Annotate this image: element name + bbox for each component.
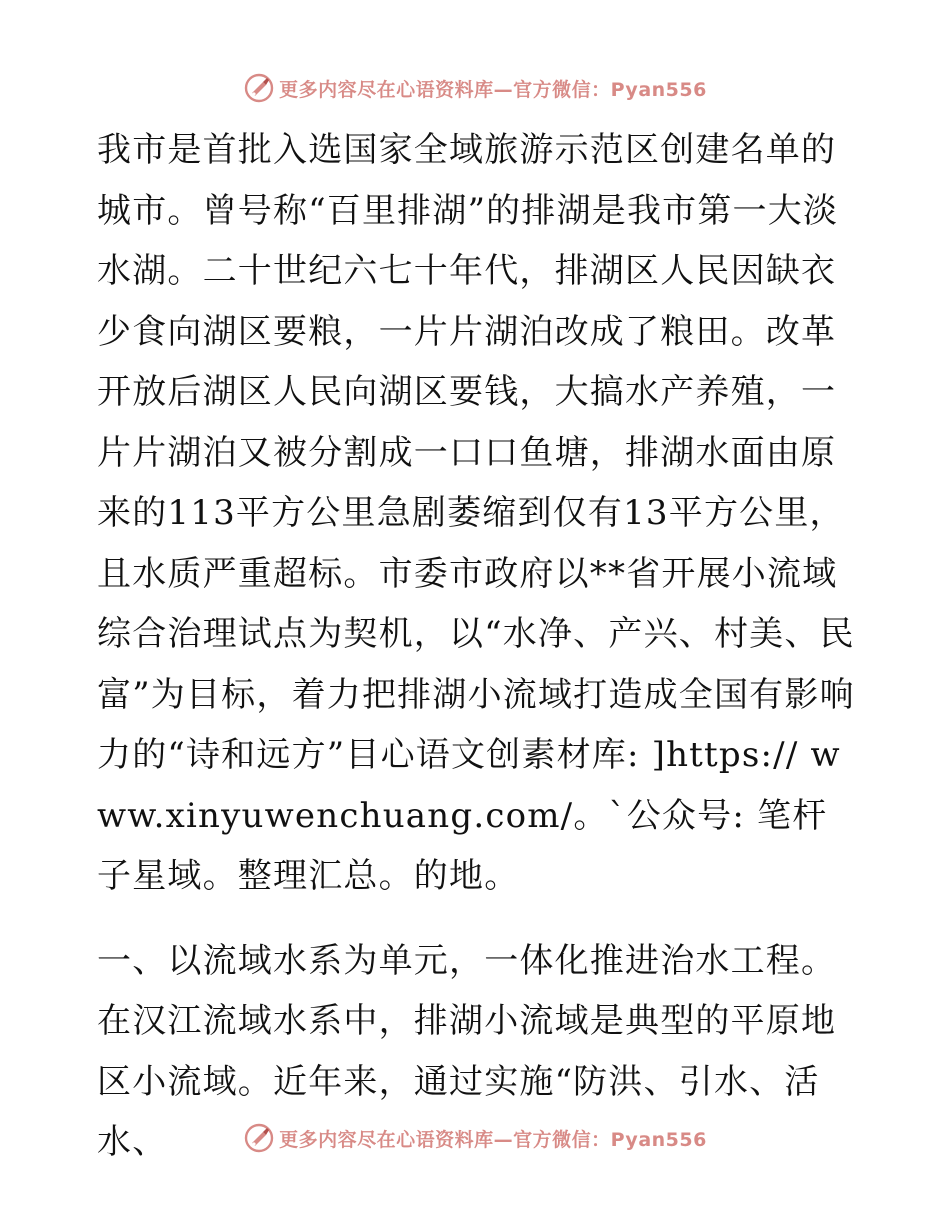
logo-icon [243,72,275,104]
paragraph-1: 我市是首批入选国家全域旅游示范区创建名单的城市。曾号称“百里排湖”的排湖是我市第一大淡水湖。二十世纪六七十年代，排湖区人民因缺衣少食向湖区要粮，一片片湖泊改成了粮田。改革开放后湖区人民向湖区要钱，大搞水产养殖，一片片湖泊又被分割成一口口鱼塘，排湖水面由原来的113平方公里急剧萎缩到仅有13平方公里，且水质严重超标。市委市政府以**省开展小流域综合治理试点为契机，以“水净、产兴、村美、民富”为目标，着力把排湖小流域打造成全国有影响力的“诗和远方”目心语文创素材库: ]https:// www.xinyuwenchuang.com/。`公众号: 笔杆子星域。整理汇总。的地。 [97,130,855,896]
footer-watermark [0,1122,950,1154]
logo-icon [243,1122,275,1154]
paragraph-2: 一、以流域水系为单元，一体化推进治水工程。在汉江流域水系中，排湖小流域是典型的平原地区小流域。近年来，通过实施“防洪、引水、活水、 [97,940,837,1162]
header-watermark [0,72,950,104]
watermark-text: 更多内容尽在心语资料库—官方微信：Pyan556 [279,78,707,101]
document-body [97,120,857,1173]
watermark-text: 更多内容尽在心语资料库—官方微信：Pyan556 [279,1128,707,1151]
